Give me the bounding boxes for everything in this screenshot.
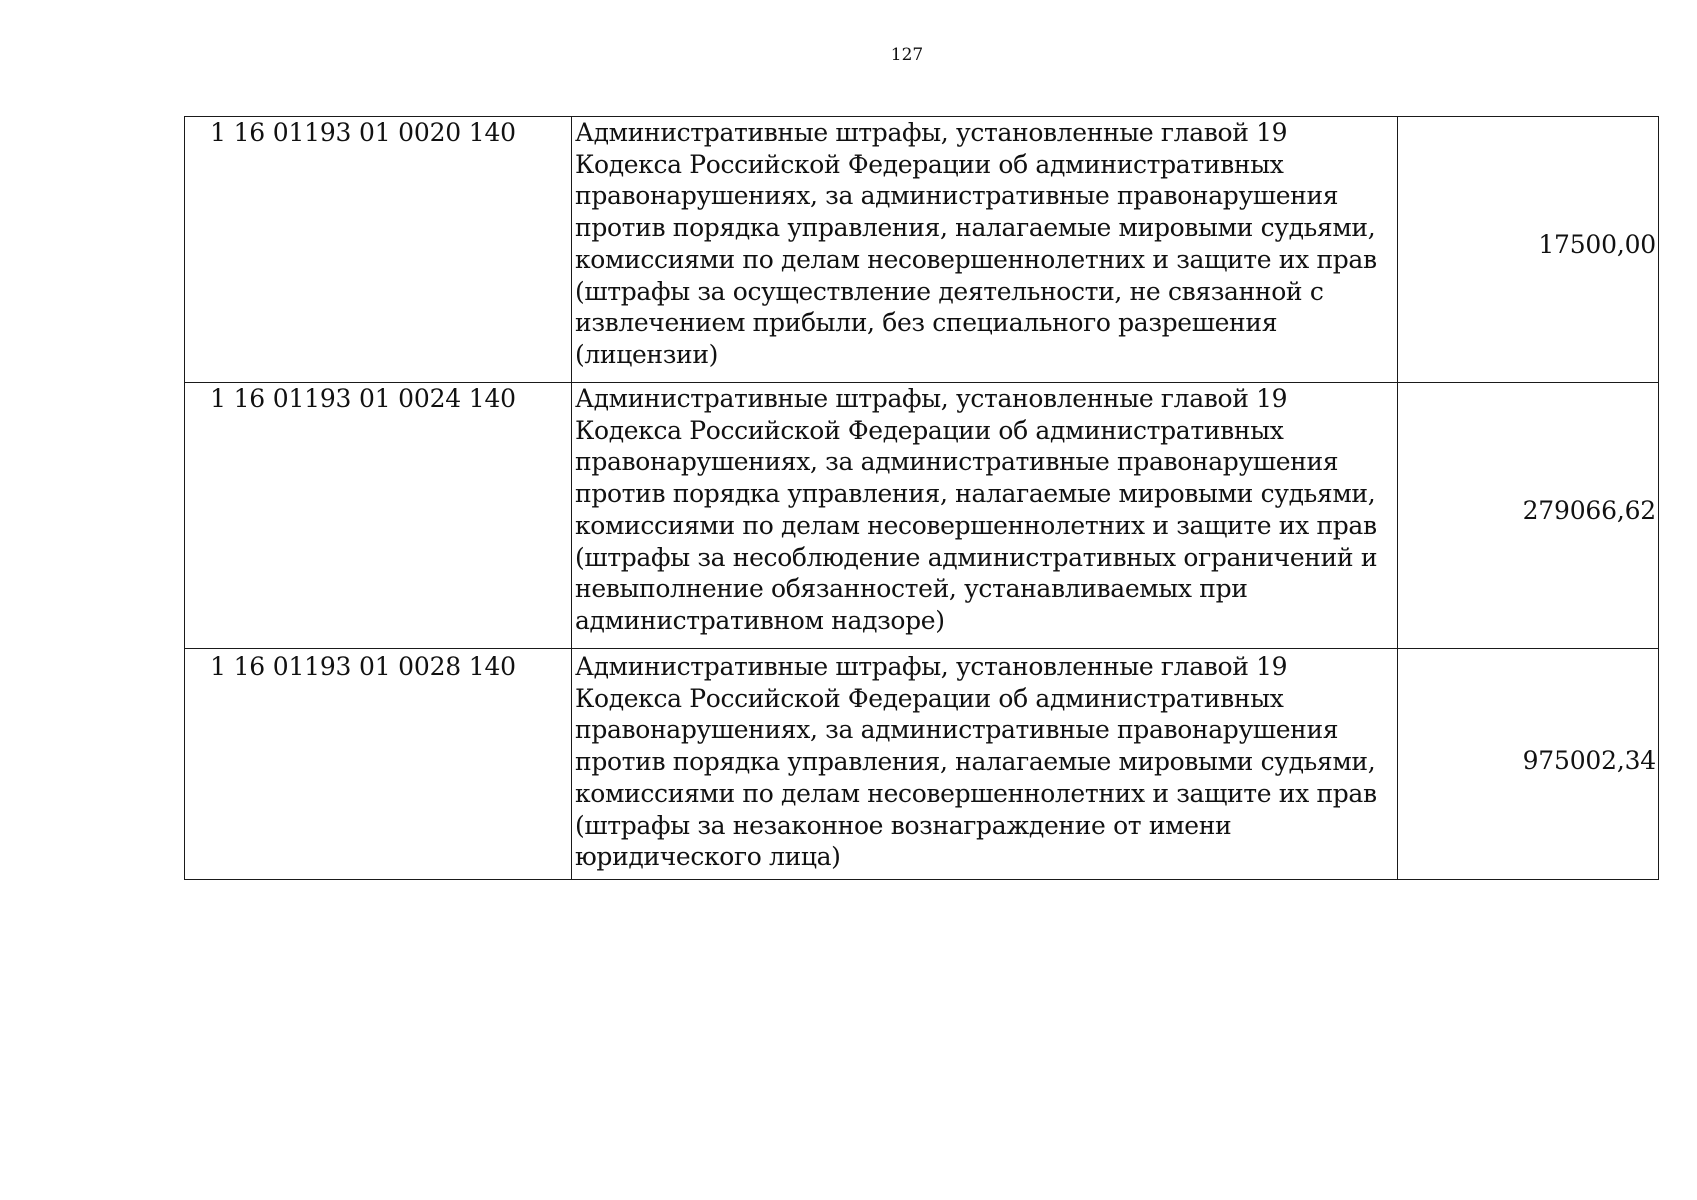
revenue-amount-cell: 17500,00 <box>1398 117 1659 383</box>
revenue-description-cell: Административные штрафы, установленные главой 19 Кодекса Российской Федерации об административных правонарушениях, за административные правонарушения против порядка управления, налагаемые мировыми судьями, комиссиями по делам несовершеннолетних и защите их прав (штрафы за осуществление деятельности, не связанной с извлечением прибыли, без специального разрешения (лицензии) <box>572 117 1398 383</box>
revenue-code-cell: 1 16 01193 01 0020 140 <box>185 117 572 383</box>
table-row <box>185 117 1659 383</box>
revenue-code-cell: 1 16 01193 01 0028 140 <box>185 649 572 880</box>
table-row <box>185 649 1659 880</box>
revenue-description-cell: Административные штрафы, установленные главой 19 Кодекса Российской Федерации об административных правонарушениях, за административные правонарушения против порядка управления, налагаемые мировыми судьями, комиссиями по делам несовершеннолетних и защите их прав (штрафы за незаконное вознаграждение от имени юридического лица) <box>572 649 1398 880</box>
revenue-code-cell: 1 16 01193 01 0024 140 <box>185 383 572 649</box>
revenue-amount-cell: 975002,34 <box>1398 649 1659 880</box>
budget-revenue-table <box>184 116 1659 880</box>
revenue-description-cell: Административные штрафы, установленные главой 19 Кодекса Российской Федерации об административных правонарушениях, за административные правонарушения против порядка управления, налагаемые мировыми судьями, комиссиями по делам несовершеннолетних и защите их прав (штрафы за несоблюдение административных ограничений и невыполнение обязанностей, устанавливаемых при административном надзоре) <box>572 383 1398 649</box>
revenue-amount-cell: 279066,62 <box>1398 383 1659 649</box>
page-number: 127 <box>890 45 924 65</box>
table-row <box>185 383 1659 649</box>
